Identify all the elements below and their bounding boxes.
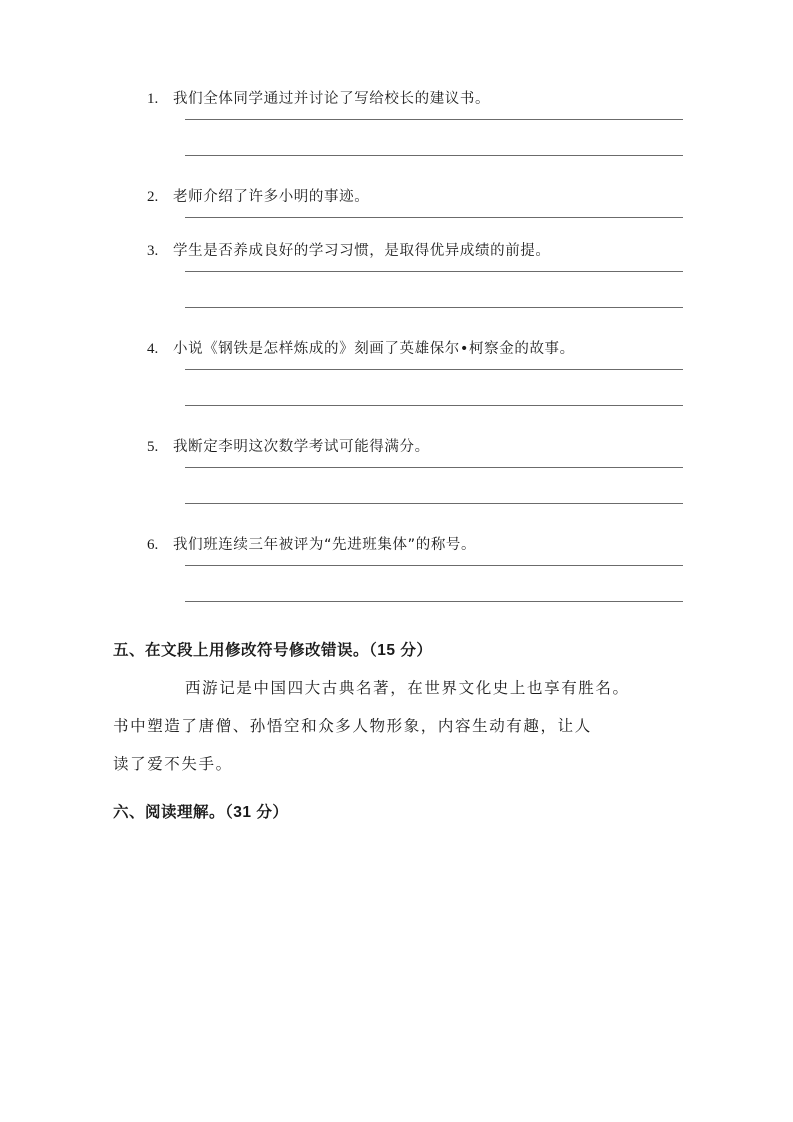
answer-area[interactable] — [113, 110, 683, 156]
answer-rule — [185, 565, 683, 566]
item-number: 3. — [147, 243, 159, 259]
question-line — [113, 186, 683, 208]
list-item — [113, 436, 683, 504]
item-number: 6. — [147, 537, 159, 553]
section-five-label: 五、在文段上用修改符号修改错误。 — [113, 641, 370, 659]
answer-rule — [185, 217, 683, 218]
answer-rule — [185, 467, 683, 468]
item-text: 小说《钢铁是怎样炼成的》刻画了英雄保尔•柯察金的故事。 — [173, 341, 575, 357]
passage-line-1: 西游记是中国四大古典名著，在世界文化史上也享有胜名。 — [185, 680, 630, 697]
answer-area[interactable] — [113, 458, 683, 504]
answer-area[interactable] — [113, 208, 683, 218]
answer-area[interactable] — [113, 360, 683, 406]
item-text: 老师介绍了许多小明的事迹。 — [173, 189, 370, 205]
list-item — [113, 88, 683, 156]
answer-rule — [185, 369, 683, 370]
answer-rule — [185, 119, 683, 120]
answer-rule — [185, 405, 683, 406]
question-line — [113, 338, 683, 360]
section-five-score: （15 分） — [369, 642, 433, 659]
item-text: 我们班连续三年被评为“先进班集体”的称号。 — [173, 537, 477, 553]
list-item — [113, 338, 683, 406]
item-text: 我们全体同学通过并讨论了写给校长的建议书。 — [173, 91, 491, 107]
section-six-score: （31 分） — [225, 804, 289, 821]
list-item — [113, 240, 683, 308]
passage-line-2: 书中塑造了唐僧、孙悟空和众多人物形象，内容生动有趣，让人 — [113, 718, 592, 735]
worksheet-content — [113, 88, 683, 828]
section-six-label: 六、阅读理解。 — [113, 803, 226, 821]
section-heading-five — [113, 638, 683, 666]
answer-rule — [185, 503, 683, 504]
list-item — [113, 534, 683, 602]
answer-rule — [185, 307, 683, 308]
item-text: 我断定李明这次数学考试可能得满分。 — [173, 439, 430, 455]
answer-area[interactable] — [113, 556, 683, 602]
passage-line-3: 读了爱不失手。 — [113, 756, 233, 773]
item-number: 5. — [147, 439, 159, 455]
question-line — [113, 436, 683, 458]
section-heading-six — [113, 800, 683, 828]
answer-rule — [185, 601, 683, 602]
item-text: 学生是否养成良好的学习习惯，是取得优异成绩的前提。 — [173, 243, 551, 259]
revision-passage[interactable] — [113, 666, 683, 784]
item-number: 1. — [147, 91, 159, 107]
answer-area[interactable] — [113, 262, 683, 308]
item-number: 2. — [147, 189, 159, 205]
question-line — [113, 534, 683, 556]
answer-rule — [185, 271, 683, 272]
question-line — [113, 240, 683, 262]
item-number: 4. — [147, 341, 159, 357]
answer-rule — [185, 155, 683, 156]
question-line — [113, 88, 683, 110]
list-item — [113, 186, 683, 218]
